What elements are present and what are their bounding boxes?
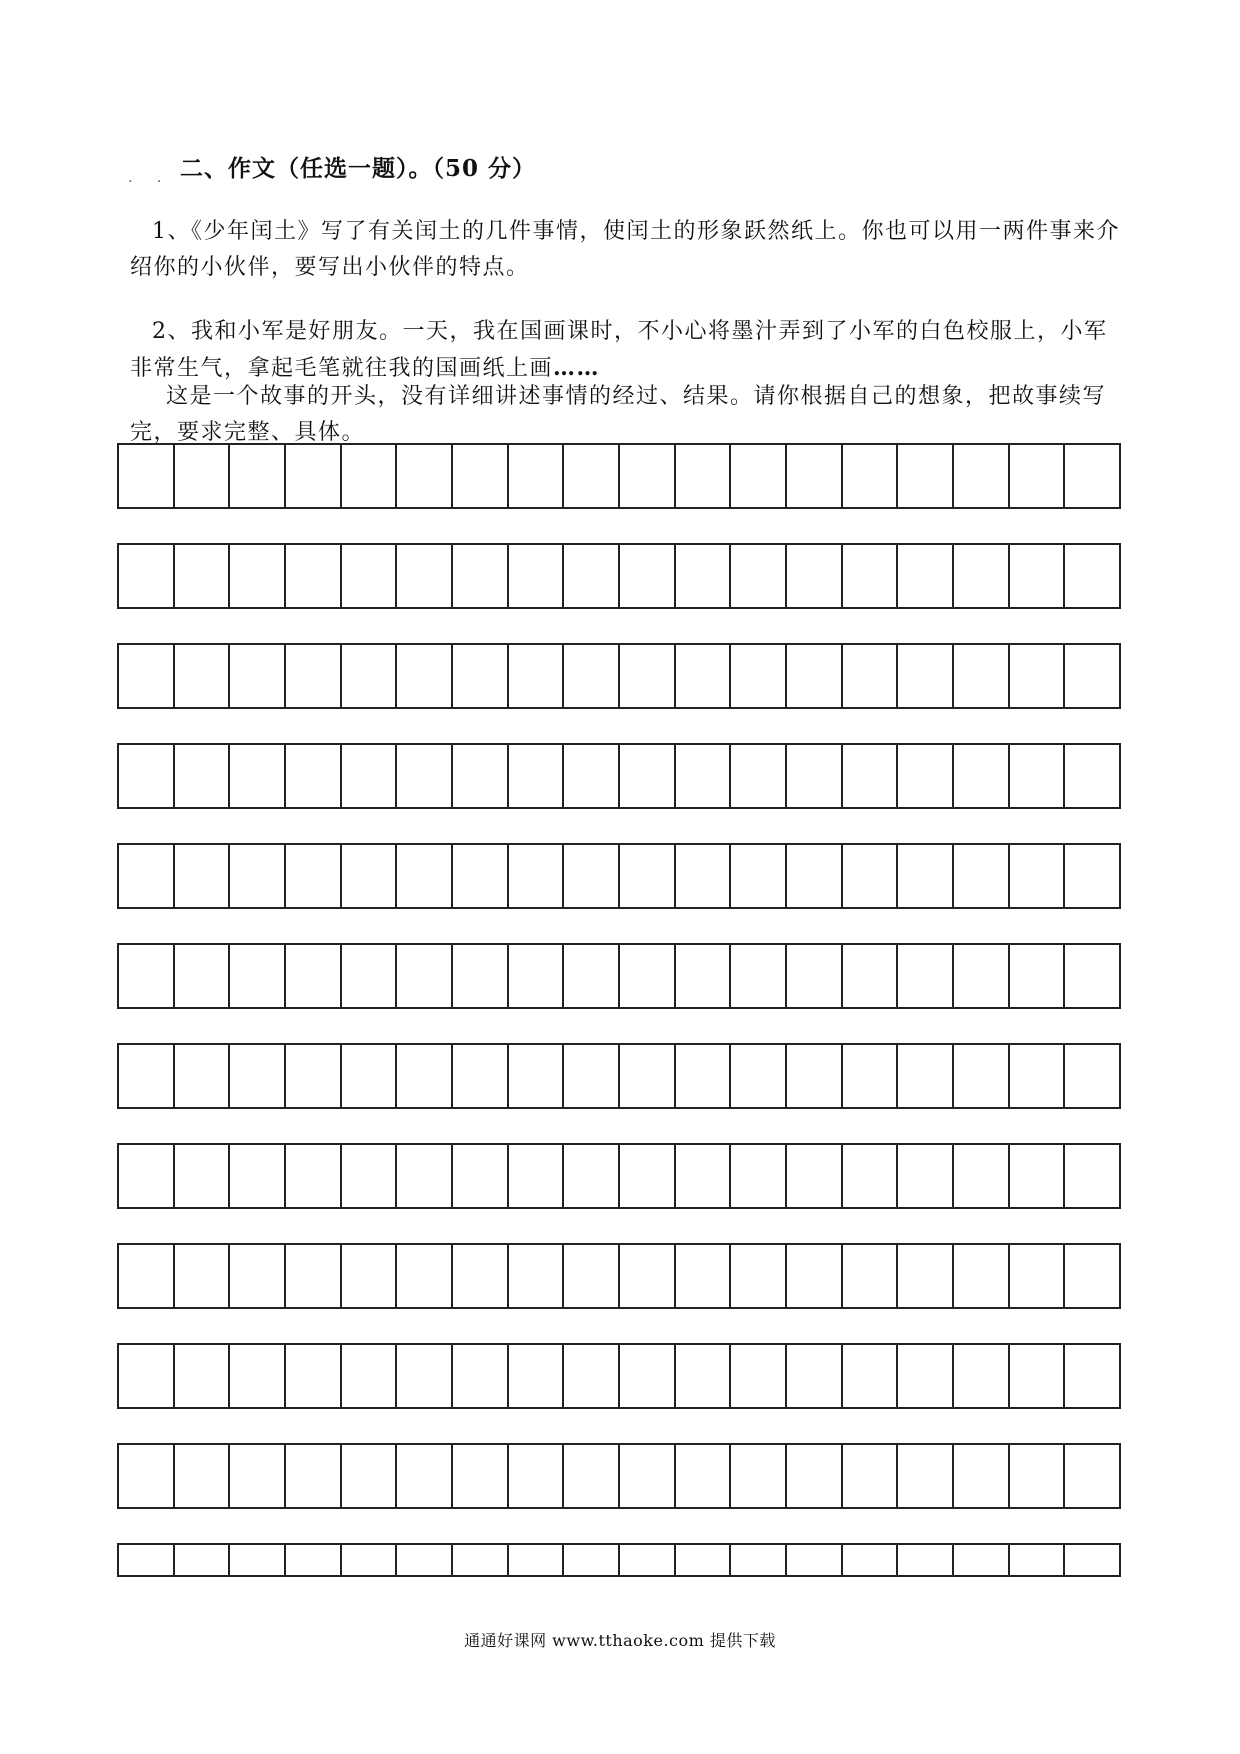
prompt-2 — [130, 314, 1120, 387]
grid-cell[interactable] — [843, 545, 899, 607]
grid-cell[interactable] — [397, 645, 453, 707]
grid-cell[interactable] — [286, 1445, 342, 1507]
grid-row — [117, 1043, 1121, 1109]
grid-cell[interactable] — [620, 1345, 676, 1407]
grid-cell[interactable] — [342, 1145, 398, 1207]
grid-cell[interactable] — [119, 845, 175, 907]
grid-cell[interactable] — [286, 745, 342, 807]
grid-cell[interactable] — [620, 1445, 676, 1507]
grid-cell[interactable] — [676, 445, 732, 507]
grid-cell[interactable] — [954, 1145, 1010, 1207]
grid-cell[interactable] — [1010, 1345, 1066, 1407]
prompt-2-text: 2、我和小军是好朋友。一天，我在国画课时，不小心将墨汁弄到了小军的白色校服上，小军非常生气，拿起毛笔就往我的国画纸上画 — [130, 319, 1108, 381]
grid-cell[interactable] — [230, 545, 286, 607]
grid-cell[interactable] — [453, 1045, 509, 1107]
grid-cell[interactable] — [843, 1545, 899, 1575]
grid-cell[interactable] — [286, 1145, 342, 1207]
grid-cell[interactable] — [898, 1545, 954, 1575]
grid-cell[interactable] — [620, 1245, 676, 1307]
grid-cell[interactable] — [119, 1245, 175, 1307]
grid-cell[interactable] — [119, 1445, 175, 1507]
grid-cell[interactable] — [1065, 745, 1119, 807]
grid-cell[interactable] — [564, 445, 620, 507]
grid-cell[interactable] — [676, 545, 732, 607]
grid-cell[interactable] — [954, 1045, 1010, 1107]
prompt-2-instruction: 这是一个故事的开头，没有详细讲述事情的经过、结果。请你根据自己的想象，把故事续写完，要求完整、具体。 — [130, 384, 1107, 445]
grid-cell[interactable] — [397, 1145, 453, 1207]
grid-cell[interactable] — [509, 745, 565, 807]
grid-cell[interactable] — [954, 645, 1010, 707]
grid-cell[interactable] — [564, 1145, 620, 1207]
grid-cell[interactable] — [1065, 945, 1119, 1007]
grid-cell[interactable] — [731, 1345, 787, 1407]
grid-cell[interactable] — [1010, 845, 1066, 907]
grid-cell[interactable] — [230, 1545, 286, 1575]
grid-cell[interactable] — [175, 745, 231, 807]
grid-cell[interactable] — [286, 1045, 342, 1107]
writing-grid[interactable] — [117, 443, 1121, 1577]
grid-cell[interactable] — [230, 1045, 286, 1107]
grid-cell[interactable] — [119, 1145, 175, 1207]
grid-cell[interactable] — [954, 845, 1010, 907]
grid-cell[interactable] — [175, 1245, 231, 1307]
grid-cell[interactable] — [787, 1045, 843, 1107]
grid-cell[interactable] — [230, 1145, 286, 1207]
grid-cell[interactable] — [453, 1445, 509, 1507]
grid-cell[interactable] — [342, 1545, 398, 1575]
grid-cell[interactable] — [397, 1445, 453, 1507]
grid-cell[interactable] — [397, 845, 453, 907]
grid-cell[interactable] — [731, 545, 787, 607]
grid-cell[interactable] — [453, 1145, 509, 1207]
grid-cell[interactable] — [230, 1245, 286, 1307]
grid-cell[interactable] — [453, 745, 509, 807]
grid-cell[interactable] — [230, 845, 286, 907]
grid-cell[interactable] — [175, 1145, 231, 1207]
grid-cell[interactable] — [564, 1445, 620, 1507]
grid-row — [117, 943, 1121, 1009]
grid-cell[interactable] — [731, 745, 787, 807]
grid-cell[interactable] — [453, 845, 509, 907]
grid-cell[interactable] — [286, 545, 342, 607]
grid-row — [117, 1543, 1121, 1577]
grid-cell[interactable] — [676, 745, 732, 807]
grid-cell[interactable] — [676, 645, 732, 707]
grid-cell[interactable] — [342, 1345, 398, 1407]
grid-cell[interactable] — [1010, 545, 1066, 607]
grid-cell[interactable] — [397, 1245, 453, 1307]
grid-cell[interactable] — [620, 1545, 676, 1575]
grid-cell[interactable] — [843, 1245, 899, 1307]
grid-cell[interactable] — [676, 1245, 732, 1307]
grid-cell[interactable] — [620, 645, 676, 707]
grid-cell[interactable] — [230, 945, 286, 1007]
grid-row — [117, 1443, 1121, 1509]
grid-cell[interactable] — [453, 445, 509, 507]
grid-cell[interactable] — [1065, 1045, 1119, 1107]
grid-cell[interactable] — [119, 645, 175, 707]
grid-cell[interactable] — [1065, 1245, 1119, 1307]
grid-cell[interactable] — [509, 845, 565, 907]
grid-cell[interactable] — [898, 945, 954, 1007]
grid-cell[interactable] — [954, 1345, 1010, 1407]
grid-cell[interactable] — [119, 945, 175, 1007]
grid-cell[interactable] — [620, 445, 676, 507]
grid-cell[interactable] — [954, 745, 1010, 807]
grid-cell[interactable] — [564, 945, 620, 1007]
grid-cell[interactable] — [1010, 945, 1066, 1007]
grid-cell[interactable] — [843, 1345, 899, 1407]
grid-cell[interactable] — [1065, 1545, 1119, 1575]
grid-cell[interactable] — [954, 1245, 1010, 1307]
grid-row — [117, 443, 1121, 509]
grid-cell[interactable] — [843, 1145, 899, 1207]
grid-cell[interactable] — [397, 945, 453, 1007]
grid-cell[interactable] — [676, 1545, 732, 1575]
grid-cell[interactable] — [1010, 445, 1066, 507]
grid-cell[interactable] — [1010, 1145, 1066, 1207]
grid-cell[interactable] — [843, 445, 899, 507]
grid-cell[interactable] — [509, 1245, 565, 1307]
grid-cell[interactable] — [230, 745, 286, 807]
grid-cell[interactable] — [564, 745, 620, 807]
grid-cell[interactable] — [898, 1245, 954, 1307]
grid-cell[interactable] — [397, 745, 453, 807]
grid-cell[interactable] — [119, 1545, 175, 1575]
grid-cell[interactable] — [119, 745, 175, 807]
grid-cell[interactable] — [731, 845, 787, 907]
prompt-2-ellipsis: …… — [553, 355, 601, 381]
grid-cell[interactable] — [175, 445, 231, 507]
grid-cell[interactable] — [564, 1045, 620, 1107]
grid-cell[interactable] — [843, 845, 899, 907]
grid-cell[interactable] — [397, 1545, 453, 1575]
grid-cell[interactable] — [1010, 645, 1066, 707]
grid-cell[interactable] — [787, 1345, 843, 1407]
grid-cell[interactable] — [564, 1245, 620, 1307]
grid-cell[interactable] — [342, 1245, 398, 1307]
grid-cell[interactable] — [731, 1445, 787, 1507]
grid-cell[interactable] — [843, 945, 899, 1007]
grid-cell[interactable] — [1065, 845, 1119, 907]
grid-cell[interactable] — [676, 845, 732, 907]
grid-cell[interactable] — [787, 545, 843, 607]
grid-cell[interactable] — [175, 945, 231, 1007]
grid-cell[interactable] — [119, 1345, 175, 1407]
grid-cell[interactable] — [342, 1445, 398, 1507]
grid-cell[interactable] — [509, 1545, 565, 1575]
grid-cell[interactable] — [731, 1545, 787, 1575]
grid-cell[interactable] — [1010, 1545, 1066, 1575]
section-heading: 二、作文（任选一题）。（50 分） — [180, 155, 537, 182]
grid-cell[interactable] — [286, 945, 342, 1007]
grid-cell[interactable] — [954, 1545, 1010, 1575]
grid-cell[interactable] — [175, 845, 231, 907]
grid-cell[interactable] — [175, 645, 231, 707]
grid-cell[interactable] — [620, 1045, 676, 1107]
grid-row — [117, 1343, 1121, 1409]
grid-cell[interactable] — [898, 545, 954, 607]
grid-cell[interactable] — [843, 1445, 899, 1507]
grid-cell[interactable] — [898, 1045, 954, 1107]
grid-row — [117, 543, 1121, 609]
grid-cell[interactable] — [620, 945, 676, 1007]
grid-cell[interactable] — [342, 445, 398, 507]
grid-cell[interactable] — [1065, 1345, 1119, 1407]
grid-cell[interactable] — [676, 1445, 732, 1507]
grid-cell[interactable] — [175, 545, 231, 607]
grid-cell[interactable] — [119, 1045, 175, 1107]
grid-cell[interactable] — [787, 845, 843, 907]
grid-cell[interactable] — [954, 1445, 1010, 1507]
grid-cell[interactable] — [509, 545, 565, 607]
grid-cell[interactable] — [676, 945, 732, 1007]
grid-cell[interactable] — [509, 945, 565, 1007]
grid-cell[interactable] — [1010, 1445, 1066, 1507]
grid-cell[interactable] — [397, 445, 453, 507]
grid-cell[interactable] — [1065, 1445, 1119, 1507]
grid-cell[interactable] — [731, 1245, 787, 1307]
grid-cell[interactable] — [564, 1345, 620, 1407]
grid-cell[interactable] — [1065, 545, 1119, 607]
grid-cell[interactable] — [620, 1145, 676, 1207]
grid-cell[interactable] — [119, 445, 175, 507]
grid-cell[interactable] — [509, 445, 565, 507]
grid-cell[interactable] — [453, 945, 509, 1007]
grid-cell[interactable] — [1065, 445, 1119, 507]
grid-cell[interactable] — [787, 645, 843, 707]
grid-cell[interactable] — [342, 745, 398, 807]
grid-cell[interactable] — [453, 1245, 509, 1307]
grid-cell[interactable] — [731, 645, 787, 707]
grid-cell[interactable] — [509, 1345, 565, 1407]
grid-cell[interactable] — [342, 1045, 398, 1107]
grid-cell[interactable] — [286, 845, 342, 907]
grid-cell[interactable] — [898, 445, 954, 507]
grid-row — [117, 643, 1121, 709]
grid-cell[interactable] — [787, 745, 843, 807]
grid-cell[interactable] — [1010, 1245, 1066, 1307]
footer-note: 通通好课网 www.tthaoke.com 提供下载 — [464, 1631, 776, 1650]
grid-cell[interactable] — [230, 445, 286, 507]
grid-cell[interactable] — [676, 1345, 732, 1407]
grid-cell[interactable] — [564, 845, 620, 907]
grid-cell[interactable] — [397, 1345, 453, 1407]
grid-cell[interactable] — [898, 1145, 954, 1207]
grid-cell[interactable] — [230, 645, 286, 707]
grid-cell[interactable] — [286, 645, 342, 707]
grid-cell[interactable] — [731, 445, 787, 507]
grid-cell[interactable] — [898, 745, 954, 807]
grid-cell[interactable] — [342, 545, 398, 607]
grid-cell[interactable] — [1065, 1145, 1119, 1207]
grid-cell[interactable] — [453, 645, 509, 707]
grid-cell[interactable] — [119, 545, 175, 607]
grid-cell[interactable] — [286, 1245, 342, 1307]
grid-row — [117, 1243, 1121, 1309]
grid-cell[interactable] — [676, 1045, 732, 1107]
grid-cell[interactable] — [286, 1345, 342, 1407]
grid-cell[interactable] — [843, 645, 899, 707]
prompt-1: 1、《少年闰土》写了有关闰土的几件事情，使闰土的形象跃然纸上。你也可以用一两件事来介绍你的小伙伴，要写出小伙伴的特点。 — [130, 219, 1121, 280]
grid-cell[interactable] — [453, 1545, 509, 1575]
grid-cell[interactable] — [286, 445, 342, 507]
grid-row — [117, 1143, 1121, 1209]
grid-cell[interactable] — [954, 945, 1010, 1007]
grid-cell[interactable] — [731, 1045, 787, 1107]
grid-cell[interactable] — [230, 1345, 286, 1407]
grid-row — [117, 843, 1121, 909]
grid-cell[interactable] — [342, 845, 398, 907]
grid-cell[interactable] — [453, 545, 509, 607]
grid-cell[interactable] — [564, 1545, 620, 1575]
grid-cell[interactable] — [342, 945, 398, 1007]
grid-cell[interactable] — [898, 645, 954, 707]
grid-cell[interactable] — [620, 745, 676, 807]
grid-cell[interactable] — [1010, 745, 1066, 807]
grid-cell[interactable] — [787, 445, 843, 507]
grid-cell[interactable] — [898, 845, 954, 907]
grid-cell[interactable] — [787, 1145, 843, 1207]
grid-cell[interactable] — [175, 1345, 231, 1407]
grid-cell[interactable] — [787, 1545, 843, 1575]
grid-cell[interactable] — [397, 1045, 453, 1107]
grid-cell[interactable] — [342, 645, 398, 707]
grid-cell[interactable] — [286, 1545, 342, 1575]
grid-cell[interactable] — [843, 1045, 899, 1107]
grid-cell[interactable] — [509, 645, 565, 707]
grid-cell[interactable] — [564, 645, 620, 707]
grid-cell[interactable] — [175, 1445, 231, 1507]
grid-cell[interactable] — [453, 1345, 509, 1407]
grid-cell[interactable] — [620, 545, 676, 607]
grid-cell[interactable] — [509, 1045, 565, 1107]
grid-cell[interactable] — [620, 845, 676, 907]
grid-cell[interactable] — [509, 1145, 565, 1207]
grid-cell[interactable] — [898, 1345, 954, 1407]
grid-row — [117, 743, 1121, 809]
grid-cell[interactable] — [954, 545, 1010, 607]
grid-cell[interactable] — [787, 945, 843, 1007]
margin-marks: . . — [128, 170, 172, 186]
grid-cell[interactable] — [397, 545, 453, 607]
grid-cell[interactable] — [731, 945, 787, 1007]
grid-cell[interactable] — [509, 1445, 565, 1507]
grid-cell[interactable] — [843, 745, 899, 807]
grid-cell[interactable] — [954, 445, 1010, 507]
grid-cell[interactable] — [787, 1445, 843, 1507]
grid-cell[interactable] — [731, 1145, 787, 1207]
grid-cell[interactable] — [898, 1445, 954, 1507]
grid-cell[interactable] — [564, 545, 620, 607]
grid-cell[interactable] — [175, 1545, 231, 1575]
grid-cell[interactable] — [1065, 645, 1119, 707]
grid-cell[interactable] — [1010, 1045, 1066, 1107]
grid-cell[interactable] — [175, 1045, 231, 1107]
grid-cell[interactable] — [787, 1245, 843, 1307]
grid-cell[interactable] — [676, 1145, 732, 1207]
grid-cell[interactable] — [230, 1445, 286, 1507]
